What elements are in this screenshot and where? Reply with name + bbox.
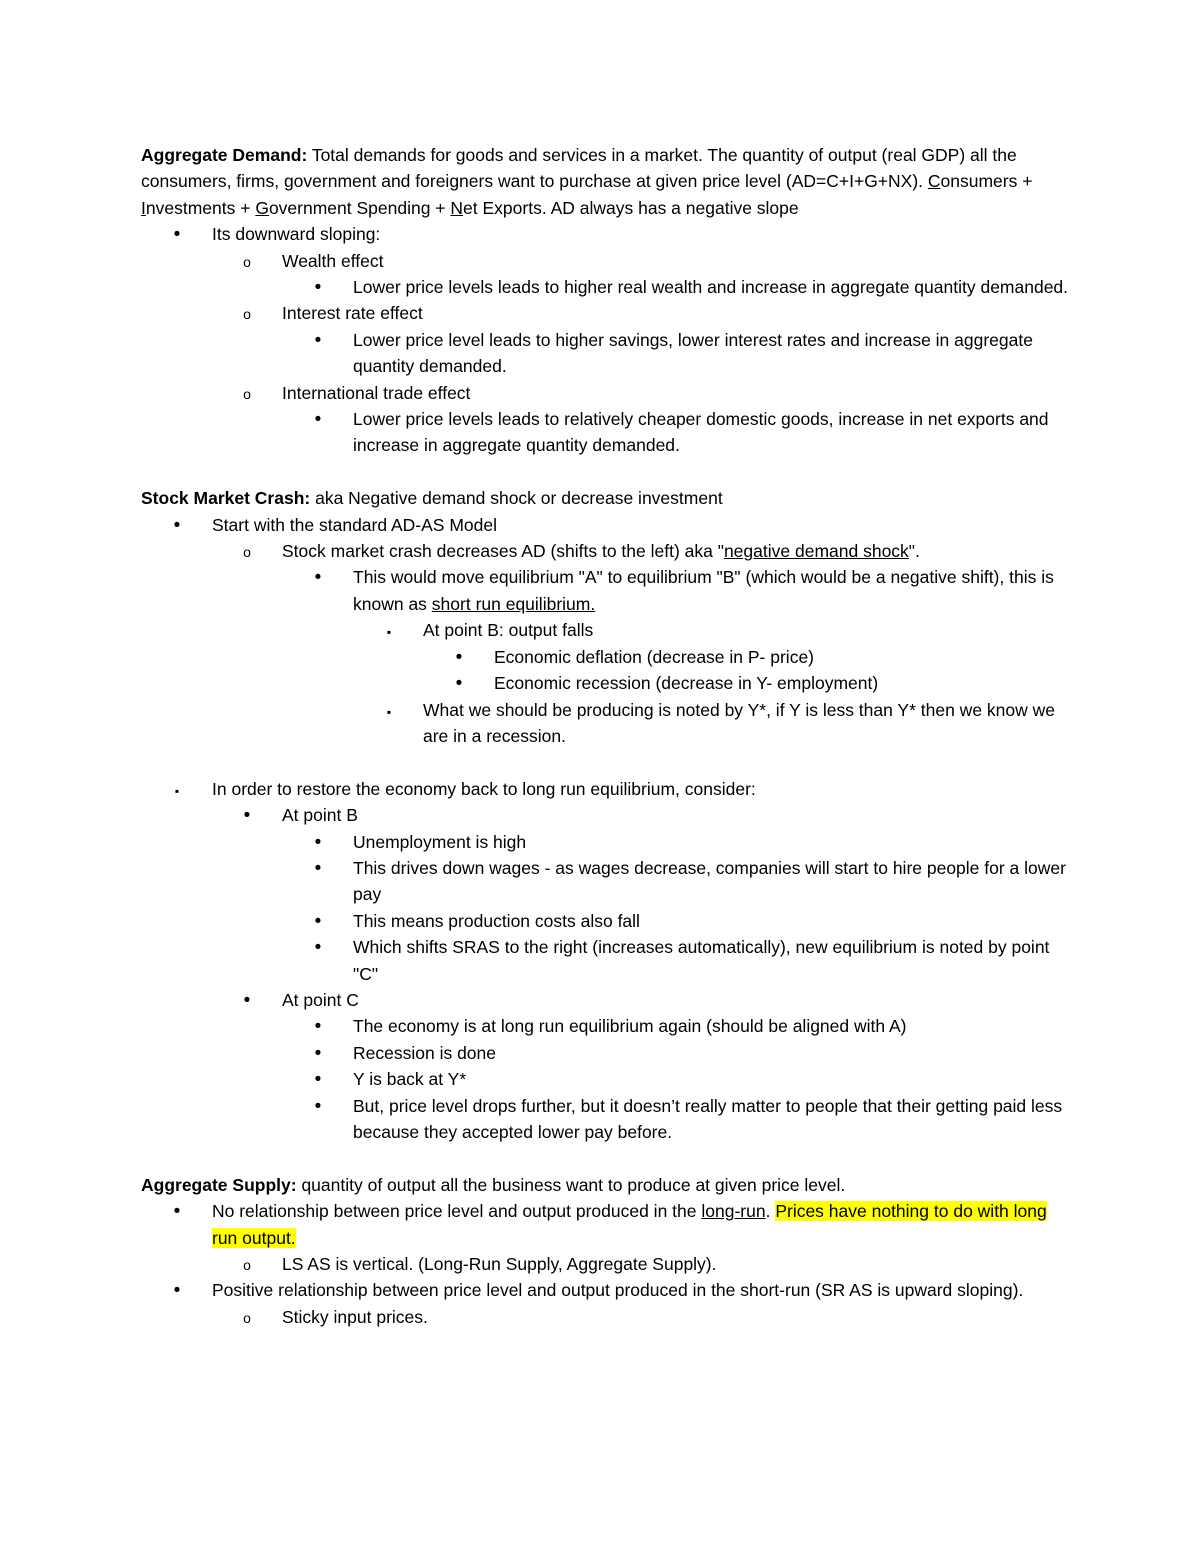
list-item: o Wealth effect: [141, 248, 1071, 274]
list-item: • Lower price levels leads to higher real wealth and increase in aggregate quantity demanded.: [141, 274, 1071, 300]
bullet-icon: [308, 327, 328, 354]
list-item: • Start with the standard AD-AS Model: [141, 512, 1071, 538]
bullet-icon: [167, 221, 187, 248]
stock-market-crash-term: Stock Market Crash:: [141, 488, 311, 509]
list-item: o Stock market crash decreases AD (shifts to the left) aka "negative demand shock".: [141, 538, 1071, 564]
square-bullet-icon: [379, 617, 399, 645]
list-item: • The economy is at long run equilibrium again (should be aligned with A): [141, 1013, 1071, 1039]
list-item: ▪ In order to restore the economy back to long run equilibrium, consider:: [141, 776, 1071, 802]
list-item: o Interest rate effect: [141, 300, 1071, 326]
document-body: [141, 142, 1071, 1330]
list-item: • Economic recession (decrease in Y- employment): [141, 670, 1071, 696]
bullet-icon: [237, 987, 257, 1014]
bullet-icon: [449, 644, 469, 671]
circle-bullet-icon: [237, 300, 257, 327]
circle-bullet-icon: [237, 380, 257, 407]
bullet-icon: [167, 512, 187, 539]
bullet-icon: [308, 934, 328, 961]
bullet-icon: [167, 1277, 187, 1304]
list-item: o Sticky input prices.: [141, 1304, 1071, 1330]
list-item: o LS AS is vertical. (Long-Run Supply, Aggregate Supply).: [141, 1251, 1071, 1277]
list-item: • Economic deflation (decrease in P- price): [141, 644, 1071, 670]
circle-bullet-icon: [237, 248, 257, 275]
list-item: • Lower price level leads to higher savings, lower interest rates and increase in aggregate quantity demanded.: [141, 327, 1071, 380]
list-item: • This drives down wages - as wages decrease, companies will start to hire people for a lower pay: [141, 855, 1071, 908]
list-item: • At point B: [141, 802, 1071, 828]
paragraph-gap: [141, 749, 1071, 775]
list-item: • No relationship between price level and output produced in the long-run. Prices have nothing to do with long run output.: [141, 1198, 1071, 1251]
list-item: • Recession is done: [141, 1040, 1071, 1066]
highlighted-text: Prices have nothing to do with long run output.: [212, 1201, 1047, 1248]
bullet-icon: [308, 908, 328, 935]
bullet-icon: [308, 829, 328, 856]
bullet-icon: [308, 564, 328, 591]
aggregate-supply-paragraph: Aggregate Supply: quantity of output all the business want to produce at given price level.: [141, 1174, 846, 1195]
list-item: • Which shifts SRAS to the right (increases automatically), new equilibrium is noted by point "C": [141, 934, 1071, 987]
aggregate-demand-paragraph: Aggregate Demand: Total demands for goods and services in a market. The quantity of output (real GDP) all the consumers, firms, government and foreigners want to purchase at given price level (AD=C+I+G+NX). Consumers + Investments + Government Spending + Net Exports. AD always has a negative slope: [141, 145, 1033, 218]
list-item: • At point C: [141, 987, 1071, 1013]
bullet-icon: [237, 802, 257, 829]
list-item: • Lower price levels leads to relatively cheaper domestic goods, increase in net exports and increase in aggregate quantity demanded.: [141, 406, 1071, 459]
list-item: • Unemployment is high: [141, 829, 1071, 855]
bullet-icon: [308, 1040, 328, 1067]
paragraph-gap: [141, 459, 1071, 485]
circle-bullet-icon: [237, 1304, 257, 1331]
bullet-icon: [449, 670, 469, 697]
bullet-icon: [308, 1066, 328, 1093]
list-item: ▪ At point B: output falls: [141, 617, 1071, 643]
list-item: ▪ What we should be producing is noted by Y*, if Y is less than Y* then we know we are in a recession.: [141, 697, 1071, 750]
bullet-icon: [167, 1198, 187, 1225]
bullet-icon: [308, 1013, 328, 1040]
list-item: o International trade effect: [141, 380, 1071, 406]
square-bullet-icon: [379, 697, 399, 725]
paragraph-gap: [141, 1145, 1071, 1171]
aggregate-supply-term: Aggregate Supply:: [141, 1174, 297, 1195]
list-item: • Positive relationship between price level and output produced in the short-run (SR AS is upward sloping).: [141, 1277, 1071, 1303]
list-item: • Its downward sloping:: [141, 221, 1071, 247]
list-item: • This would move equilibrium "A" to equilibrium "B" (which would be a negative shift), this is known as short run equilibrium.: [141, 564, 1071, 617]
square-bullet-icon: [167, 776, 187, 804]
circle-bullet-icon: [237, 538, 257, 565]
circle-bullet-icon: [237, 1251, 257, 1278]
aggregate-demand-term: Aggregate Demand:: [141, 145, 308, 165]
list-item: • This means production costs also fall: [141, 908, 1071, 934]
list-item: • Y is back at Y*: [141, 1066, 1071, 1092]
bullet-icon: [308, 1093, 328, 1120]
bullet-icon: [308, 855, 328, 882]
list-item: • But, price level drops further, but it doesn’t really matter to people that their getting paid less because they accepted lower pay before.: [141, 1093, 1071, 1146]
bullet-icon: [308, 406, 328, 433]
bullet-icon: [308, 274, 328, 301]
stock-market-crash-paragraph: Stock Market Crash: aka Negative demand shock or decrease investment: [141, 488, 723, 509]
